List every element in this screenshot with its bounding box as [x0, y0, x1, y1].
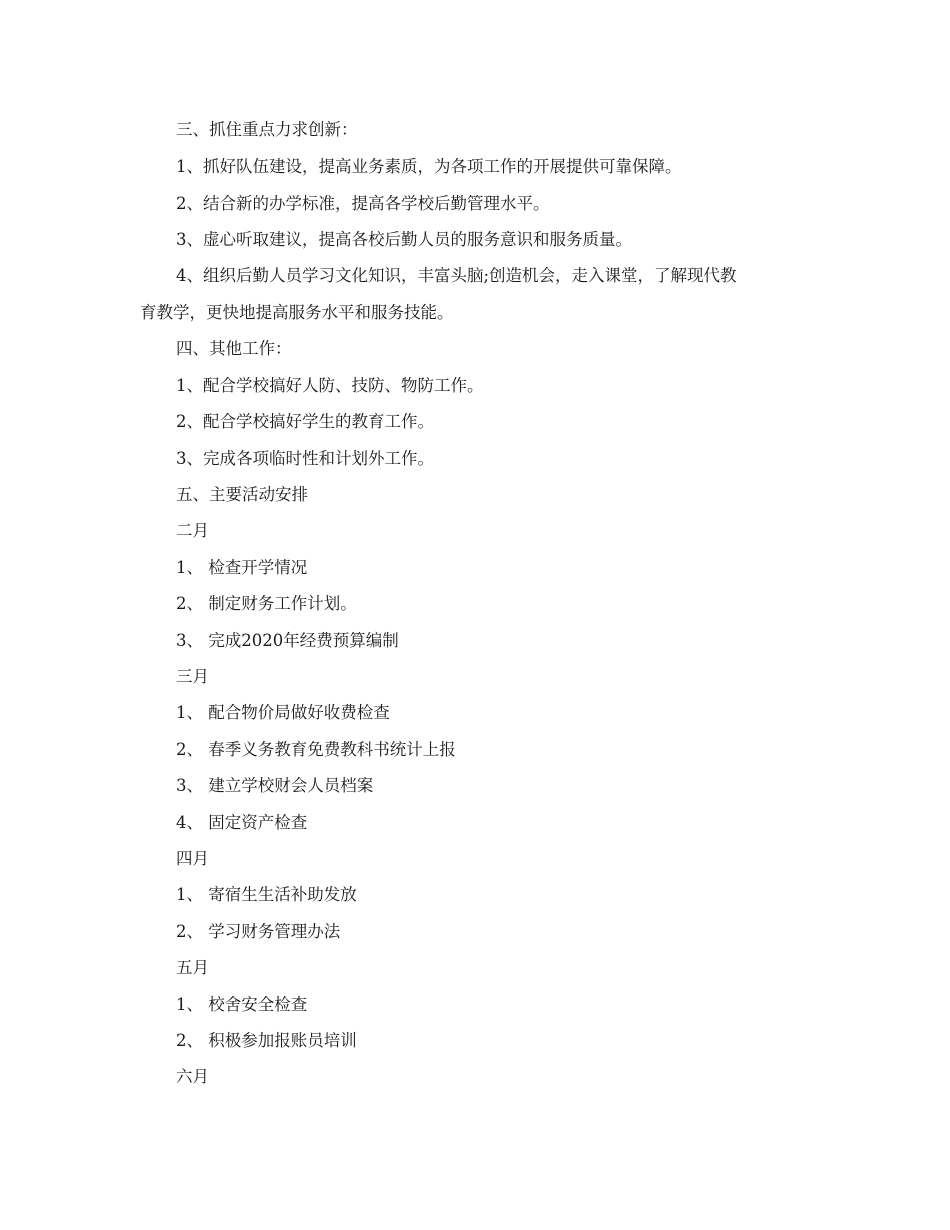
- section-heading-innovation: 三、抓住重点力求创新：: [176, 120, 358, 139]
- list-item: 1、 检查开学情况: [176, 558, 308, 577]
- section-heading-other-work: 四、其他工作：: [176, 339, 292, 358]
- list-item: 1、 校舍安全检查: [176, 995, 308, 1014]
- month-heading-february: 二月: [176, 521, 209, 540]
- paragraph-line: 2、结合新的办学标准，提高各学校后勤管理水平。: [176, 194, 550, 213]
- list-item: 3、 完成2020年经费预算编制: [176, 631, 399, 650]
- paragraph-line: 2、配合学校搞好学生的教育工作。: [176, 412, 434, 431]
- list-item: 1、 配合物价局做好收费检查: [176, 703, 390, 722]
- paragraph-line: 3、虚心听取建议，提高各校后勤人员的服务意识和服务质量。: [176, 230, 632, 249]
- list-item: 1、 寄宿生生活补助发放: [176, 885, 357, 904]
- list-item: 3、 建立学校财会人员档案: [176, 776, 374, 795]
- month-heading-april: 四月: [176, 849, 209, 868]
- paragraph-line: 3、完成各项临时性和计划外工作。: [176, 449, 434, 468]
- paragraph-line: 1、抓好队伍建设，提高业务素质，为各项工作的开展提供可靠保障。: [176, 157, 682, 176]
- month-heading-march: 三月: [176, 667, 209, 686]
- paragraph-line-continued: 育教学，更快地提高服务水平和服务技能。: [140, 303, 454, 322]
- list-item: 2、 学习财务管理办法: [176, 922, 341, 941]
- list-item: 4、 固定资产检查: [176, 813, 308, 832]
- paragraph-line: 1、配合学校搞好人防、技防、物防工作。: [176, 376, 484, 395]
- list-item: 2、 积极参加报账员培训: [176, 1031, 357, 1050]
- list-item: 2、 春季义务教育免费教科书统计上报: [176, 740, 456, 759]
- month-heading-may: 五月: [176, 958, 209, 977]
- list-item: 2、 制定财务工作计划。: [176, 594, 357, 613]
- section-heading-activity-schedule: 五、主要活动安排: [176, 485, 308, 504]
- paragraph-line: 4、组织后勤人员学习文化知识，丰富头脑;创造机会，走入课堂，了解现代教: [176, 266, 737, 285]
- month-heading-june: 六月: [176, 1067, 209, 1086]
